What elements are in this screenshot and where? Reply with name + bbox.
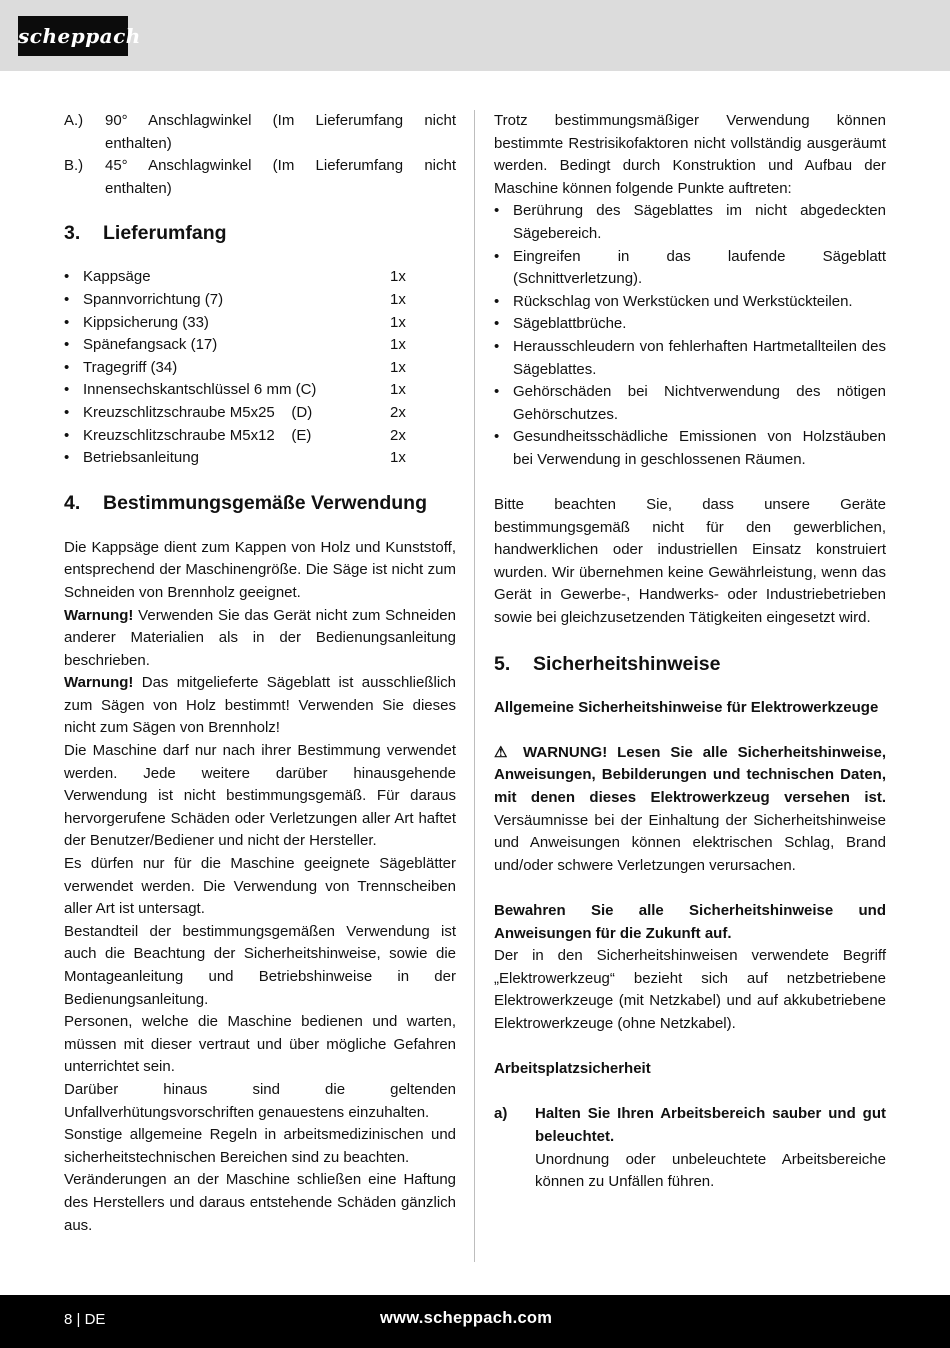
warning-bold-text: WARNUNG! Lesen Sie alle Sicherheitshinweise, Anweisungen, Bebilderungen und technischen Daten, mit denen dieses Elektrowerkzeug versehen ist.: [494, 743, 886, 807]
warning-paragraph: [494, 742, 886, 878]
warning-triangle-icon: ⚠: [494, 743, 514, 761]
spacer: [494, 1081, 886, 1104]
safety-item-a: [494, 1103, 886, 1193]
body-paragraph: Personen, welche die Maschine bedienen und warten, müssen mit dieser vertraut und über mögliche Gefahren unterrichtet sein.: [64, 1013, 456, 1076]
bullet: •: [64, 403, 70, 421]
warning-paragraph: [64, 672, 456, 740]
section-title: Sicherheitshinweise: [533, 652, 721, 675]
spacer: [494, 877, 886, 900]
list-item: [494, 313, 886, 336]
item-name: Spänefangsack (17): [83, 336, 218, 354]
website-url: www.scheppach.com: [380, 1309, 553, 1327]
bullet: •: [64, 268, 70, 286]
warning-text: Verwenden Sie das Gerät nicht zum Schneiden anderer Materialien als in der Bedienungsanleitung beschrieben.: [64, 606, 456, 669]
list-item: [494, 381, 886, 426]
item-quantity: 1x: [390, 336, 406, 354]
spacer: [494, 1036, 886, 1059]
accessory-text: 90° Anschlagwinkel (Im Lieferumfang nicht enthalten): [105, 112, 456, 152]
bullet: •: [494, 315, 500, 333]
risk-text: Eingreifen in das laufende Sägeblatt (Schnittverletzung).: [513, 247, 886, 288]
warning-label: Warnung!: [64, 606, 134, 624]
warning-label: Warnung!: [64, 674, 134, 692]
list-item: [64, 289, 456, 312]
accessory-text: 45° Anschlagwinkel (Im Lieferumfang nicht enthalten): [105, 157, 456, 197]
body-paragraph: Bestandteil der bestimmungsgemäßen Verwendung ist auch die Beachtung der Sicherheitshinweise, sowie die Montageanleitung und Betriebshinweise in der Bedienungsanleitung.: [64, 922, 456, 1008]
risk-text: Gesundheitsschädliche Emissionen von Holzstäuben bei Verwendung in geschlossenen Räumen.: [513, 428, 886, 468]
section-heading-3: [64, 221, 456, 245]
list-item: [494, 426, 886, 471]
page-number: 8 | DE: [64, 1311, 106, 1328]
subheading: Arbeitsplatzsicherheit: [494, 1060, 651, 1078]
risk-text: Herausschleudern von fehlerhaften Hartmetallteilen des Sägeblattes.: [513, 337, 886, 378]
body-paragraph: Veränderungen an der Maschine schließen eine Haftung des Herstellers und daraus entstehende Schäden gänzlich aus.: [64, 1171, 456, 1234]
item-quantity: 2x: [390, 426, 406, 444]
page-footer: [0, 1295, 950, 1348]
body-paragraph: Darüber hinaus sind die geltenden Unfallverhütungsvorschriften genauestens einzuhalten.: [64, 1080, 456, 1121]
scope-of-delivery-list: [64, 266, 456, 469]
item-name: Betriebsanleitung: [83, 449, 199, 467]
bullet: •: [64, 381, 70, 399]
item-heading: Halten Sie Ihren Arbeitsbereich sauber und gut beleuchtet.: [535, 1105, 886, 1145]
bullet: •: [494, 292, 500, 310]
warning-paragraph: [64, 605, 456, 673]
residual-risk-intro: Trotz bestimmungsmäßiger Verwendung können bestimmte Restrisikofaktoren nicht vollständig ausgeräumt werden. Bedingt durch Konstruktion und Aufbau der Maschine können folgende Punkte auftreten:: [494, 112, 886, 197]
body-paragraph: Sonstige allgemeine Regeln in arbeitsmedizinischen und sicherheitstechnischen Bereichen sind zu beachten.: [64, 1126, 456, 1166]
notice-paragraph: Bitte beachten Sie, dass unsere Geräte bestimmungsgemäß nicht für den gewerblichen, handwerklichen oder industriellen Einsatz konstruiert wurden. Wir übernehmen keine Gewährleistung, wenn das Gerät in Gewerbe-, Handwerks- oder Industriebetrieben sowie bei gleichzusetzenden Tätigkeiten eingesetzt wird.: [494, 496, 886, 627]
body-paragraph: Der in den Sicherheitshinweisen verwendete Begriff „Elektrowerkzeug“ bezieht sich auf netzbetriebene Elektrowerkzeuge (mit Netzkabel) und auf akkubetriebene Elektrowerkzeuge (ohne Netzkabel).: [494, 947, 886, 1032]
accessory-label: B.): [64, 157, 84, 175]
warning-text: Das mitgelieferte Sägeblatt ist ausschließlich zum Sägen von Holz bestimmt! Verwenden Sie dieses nicht zum Sägen von Brennholz!: [64, 674, 456, 737]
bullet: •: [64, 313, 70, 331]
item-quantity: 1x: [390, 449, 406, 467]
bullet: •: [494, 428, 500, 446]
spacer: [494, 472, 886, 495]
section-number: 5.: [494, 652, 511, 675]
scheppach-logo: scheppach: [18, 16, 128, 56]
body-paragraph: Die Maschine darf nur nach ihrer Bestimmung verwendet werden. Jede weitere darüber hinausgehende Verwendung ist nicht bestimmungsgemäß. Für daraus hervorgerufene Schäden oder Verletzungen aller Art haftet der Benutzer/Bediener und nicht der Hersteller.: [64, 742, 456, 850]
risk-text: Berührung des Sägeblattes im nicht abgedeckten Sägebereich.: [513, 202, 886, 242]
accessory-label: A.): [64, 112, 84, 129]
section-number: 4.: [64, 491, 81, 514]
list-item: [64, 334, 456, 357]
list-item: [64, 425, 456, 448]
bullet: •: [64, 290, 70, 308]
bullet: •: [64, 449, 70, 467]
list-item: [494, 291, 886, 314]
bullet: •: [64, 358, 70, 376]
risk-text: Rückschlag von Werkstücken und Werkstückteilen.: [513, 292, 853, 310]
item-name: Kreuzschlitzschraube M5x25 (D): [83, 403, 313, 421]
list-item: [64, 266, 456, 289]
list-item: [64, 312, 456, 335]
item-label: a): [494, 1105, 508, 1123]
column-divider: [474, 110, 475, 1262]
item-quantity: 1x: [390, 268, 406, 286]
item-quantity: 1x: [390, 290, 406, 308]
list-item: [494, 246, 886, 291]
accessory-item: [64, 155, 456, 200]
body-paragraph: Es dürfen nur für die Maschine geeignete Sägeblätter verwendet werden. Die Verwendung von Trennscheiben aller Art ist untersagt.: [64, 855, 456, 918]
list-item: [64, 402, 456, 425]
risk-text: Sägeblattbrüche.: [513, 315, 627, 333]
section-heading-4: [64, 491, 456, 515]
list-item: [494, 200, 886, 245]
subheading: Allgemeine Sicherheitshinweise für Elektrowerkzeuge: [494, 698, 879, 716]
keep-instructions-heading: Bewahren Sie alle Sicherheitshinweise und Anweisungen für die Zukunft auf.: [494, 902, 886, 942]
section-number: 3.: [64, 222, 81, 245]
item-name: Kreuzschlitzschraube M5x12 (E): [83, 426, 312, 444]
page-header: [0, 0, 950, 71]
item-quantity: 1x: [390, 381, 406, 399]
accessory-item: [64, 110, 456, 155]
bullet: •: [494, 202, 500, 220]
left-column: [64, 110, 456, 1237]
bullet: •: [64, 336, 70, 354]
section-title: Lieferumfang: [103, 222, 227, 245]
item-name: Kippsicherung (33): [83, 313, 209, 331]
section-heading-5: [494, 652, 886, 676]
right-column: [494, 110, 886, 1194]
bullet: •: [494, 247, 500, 265]
item-quantity: 1x: [390, 358, 406, 376]
item-name: Tragegriff (34): [83, 358, 178, 376]
risk-text: Gehörschäden bei Nichtverwendung des nötigen Gehörschutzes.: [513, 383, 886, 423]
section-title: Bestimmungsgemäße Verwendung: [103, 491, 427, 514]
warning-text: Versäumnisse bei der Einhaltung der Sicherheitshinweise und Anweisungen können elektrischen Schlag, Brand und/oder schwere Verletzungen verursachen.: [494, 811, 886, 874]
list-item: [64, 379, 456, 402]
intended-use-paragraph: Die Kappsäge dient zum Kappen von Holz und Kunststoff, entsprechend der Maschinengröße. Die Säge ist nicht zum Schneiden von Brennholz geeignet.: [64, 538, 456, 601]
item-text: Unordnung oder unbeleuchtete Arbeitsbereiche können zu Unfällen führen.: [535, 1150, 886, 1191]
item-name: Innensechskantschlüssel 6 mm (C): [83, 381, 317, 399]
residual-risk-list: [494, 200, 886, 471]
spacer: [494, 719, 886, 742]
item-body: [535, 1103, 886, 1193]
list-item: [64, 447, 456, 470]
bullet: •: [494, 337, 500, 355]
item-quantity: 1x: [390, 313, 406, 331]
list-item: [494, 336, 886, 381]
item-name: Spannvorrichtung (7): [83, 290, 224, 308]
bullet: •: [494, 383, 500, 401]
item-name: Kappsäge: [83, 268, 151, 286]
bullet: •: [64, 426, 70, 444]
list-item: [64, 357, 456, 380]
item-quantity: 2x: [390, 403, 406, 421]
